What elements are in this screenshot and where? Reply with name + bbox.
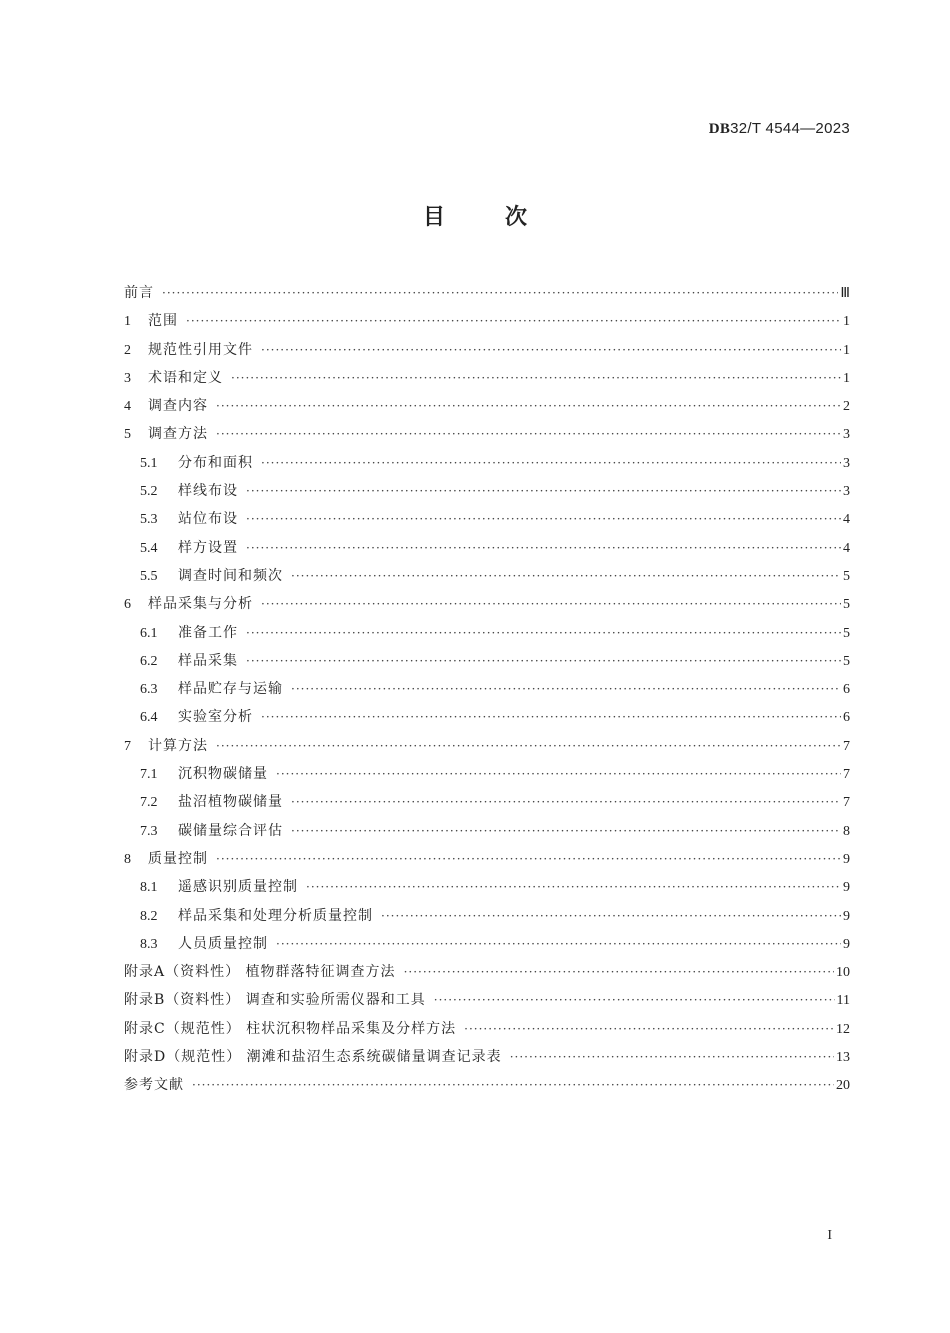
toc-leader-dots (276, 760, 841, 788)
toc-entry-page: 9 (843, 851, 850, 867)
toc-entry-label: 术语和定义 (148, 369, 223, 386)
toc-leader-dots (291, 788, 841, 816)
toc-entry-page: 4 (843, 540, 850, 556)
toc-entry[interactable] (124, 307, 850, 335)
toc-entry-page: 5 (843, 625, 850, 641)
toc-entry-label: 计算方法 (148, 737, 208, 754)
toc-entry-number: 6.2 (140, 653, 158, 669)
toc-entry-label: 分布和面积 (178, 454, 253, 471)
standard-code-prefix: DB (708, 121, 731, 137)
toc-entry-page: 7 (843, 738, 850, 754)
toc-entry-page: 9 (843, 880, 850, 896)
toc-entry-number: 8.3 (140, 936, 158, 952)
toc-entry[interactable] (124, 845, 850, 873)
toc-entry-label: 实验室分析 (178, 709, 253, 726)
toc-entry[interactable] (124, 590, 850, 618)
toc-entry-number: 7 (124, 738, 131, 754)
toc-entry-number: 5.5 (140, 568, 158, 584)
toc-leader-dots (246, 534, 841, 562)
toc-entry[interactable] (124, 732, 850, 760)
toc-leader-dots (306, 873, 841, 901)
toc-entry-page: 3 (843, 484, 850, 500)
toc-leader-dots (186, 307, 841, 335)
toc-entry-page: 2 (843, 399, 850, 415)
toc-entry-page: 10 (836, 965, 850, 981)
toc-entry-label: 样品采集和处理分析质量控制 (178, 907, 373, 924)
toc-entry[interactable] (124, 562, 850, 590)
toc-entry[interactable] (124, 619, 850, 647)
toc-entry[interactable] (124, 420, 850, 448)
toc-entry-label: 规范性引用文件 (148, 341, 253, 358)
toc-entry-label: 范围 (148, 313, 178, 330)
toc-leader-dots (381, 902, 841, 930)
toc-entry[interactable] (124, 449, 850, 477)
toc-leader-dots (216, 420, 841, 448)
toc-entry-page: 3 (843, 455, 850, 471)
toc-leader-dots (216, 732, 841, 760)
toc-entry-label: 样品采集与分析 (148, 596, 253, 613)
toc-entry-page: 13 (836, 1050, 850, 1066)
toc-entry-number: 5 (124, 427, 131, 443)
toc-leader-dots (246, 505, 841, 533)
standard-code-number: 32/T 4544—2023 (730, 120, 850, 137)
toc-leader-dots (291, 562, 841, 590)
toc-entry-page: 1 (843, 370, 850, 386)
toc-entry-number: 4 (124, 399, 131, 415)
toc-entry-number: 5.3 (140, 512, 158, 528)
toc-entry[interactable] (124, 703, 850, 731)
toc-entry-number: 7.3 (140, 823, 158, 839)
toc-entry-label: 附录B（资料性） 调查和实验所需仪器和工具 (124, 992, 426, 1009)
toc-entry-number: 6.3 (140, 682, 158, 698)
toc-entry-page: 5 (843, 653, 850, 669)
toc-entry-page: 5 (843, 568, 850, 584)
toc-entry[interactable] (124, 505, 850, 533)
toc-entry[interactable] (124, 336, 850, 364)
toc-entry-page: 8 (843, 823, 850, 839)
toc-entry-number: 6.1 (140, 625, 158, 641)
toc-entry-number: 2 (124, 342, 131, 358)
toc-entry-label: 调查时间和频次 (178, 567, 283, 584)
toc-entry-label: 碳储量综合评估 (178, 822, 283, 839)
toc-entry-page: 6 (843, 682, 850, 698)
toc-entry-label: 调查方法 (148, 426, 208, 443)
toc-leader-dots (291, 817, 841, 845)
toc-entry[interactable] (124, 675, 850, 703)
toc-entry-number: 3 (124, 370, 131, 386)
toc-entry[interactable] (124, 1071, 850, 1099)
toc-entry[interactable] (124, 760, 850, 788)
toc-entry-page: 7 (843, 767, 850, 783)
toc-entry[interactable] (124, 647, 850, 675)
toc-entry[interactable] (124, 279, 850, 307)
toc-entry-label: 前言 (124, 285, 154, 301)
toc-entry-number: 6 (124, 597, 131, 613)
toc-leader-dots (246, 647, 841, 675)
toc-entry-number: 8 (124, 851, 131, 867)
toc-leader-dots (510, 1043, 834, 1071)
toc-entry-page: 1 (843, 314, 850, 330)
toc-entry[interactable] (124, 873, 850, 901)
toc-entry-label: 遥感识别质量控制 (178, 879, 298, 896)
toc-leader-dots (216, 392, 841, 420)
toc-entry-label: 样线布设 (178, 483, 238, 500)
toc-entry-page: Ⅲ (840, 286, 850, 301)
toc-entry-label: 站位布设 (178, 511, 238, 528)
toc-entry-page: 20 (836, 1078, 850, 1094)
toc-leader-dots (261, 703, 841, 731)
toc-entry-label: 沉积物碳储量 (178, 766, 268, 783)
toc-entry-label: 样品采集 (178, 652, 238, 669)
toc-entry-page: 4 (843, 512, 850, 528)
toc-entry-number: 7.2 (140, 795, 158, 811)
toc-leader-dots (434, 986, 835, 1014)
toc-leader-dots (276, 930, 841, 958)
toc-entry[interactable] (124, 788, 850, 816)
toc-entry-label: 样品贮存与运输 (178, 681, 283, 698)
toc-entry[interactable] (124, 477, 850, 505)
toc-entry[interactable] (124, 817, 850, 845)
toc-entry[interactable] (124, 534, 850, 562)
toc-entry-number: 5.2 (140, 484, 158, 500)
toc-entry[interactable] (124, 1043, 850, 1071)
toc-leader-dots (261, 336, 841, 364)
toc-entry-number: 7.1 (140, 767, 158, 783)
toc-entry-label: 附录A（资料性） 植物群落特征调查方法 (124, 964, 396, 981)
toc-entry[interactable] (124, 930, 850, 958)
toc-entry-label: 附录D（规范性） 潮滩和盐沼生态系统碳储量调查记录表 (124, 1049, 502, 1066)
toc-entry[interactable] (124, 364, 850, 392)
toc-entry-label: 参考文献 (124, 1077, 184, 1094)
page-number: I (827, 1228, 832, 1243)
table-of-contents (124, 279, 850, 1100)
toc-leader-dots (261, 590, 841, 618)
toc-entry-page: 12 (836, 1021, 850, 1037)
toc-leader-dots (246, 619, 841, 647)
toc-leader-dots (231, 364, 841, 392)
toc-entry-number: 5.4 (140, 540, 158, 556)
toc-entry-page: 6 (843, 710, 850, 726)
toc-entry[interactable] (124, 392, 850, 420)
toc-entry-number: 8.2 (140, 908, 158, 924)
toc-entry-page: 5 (843, 597, 850, 613)
toc-leader-dots (192, 1071, 834, 1099)
toc-entry-page: 1 (843, 342, 850, 358)
toc-leader-dots (162, 279, 838, 307)
toc-entry[interactable] (124, 986, 850, 1014)
toc-entry[interactable] (124, 958, 850, 986)
toc-entry-label: 样方设置 (178, 539, 238, 556)
toc-entry-page: 11 (836, 993, 850, 1009)
toc-leader-dots (464, 1015, 834, 1043)
toc-entry-page: 7 (843, 795, 850, 811)
toc-entry-number: 5.1 (140, 455, 158, 471)
standard-code (709, 120, 850, 138)
toc-entry-label: 质量控制 (148, 850, 208, 867)
toc-entry[interactable] (124, 902, 850, 930)
toc-entry-label: 准备工作 (178, 624, 238, 641)
toc-leader-dots (404, 958, 834, 986)
toc-entry-page: 3 (843, 427, 850, 443)
toc-leader-dots (291, 675, 841, 703)
page-title: 目次 (422, 205, 587, 230)
toc-entry-number: 6.4 (140, 710, 158, 726)
toc-entry-label: 调查内容 (148, 398, 208, 415)
toc-entry-label: 附录C（规范性） 柱状沉积物样品采集及分样方法 (124, 1020, 457, 1037)
toc-entry-number: 1 (124, 314, 131, 330)
toc-entry-number: 8.1 (140, 880, 158, 896)
toc-entry-label: 人员质量控制 (178, 935, 268, 952)
toc-entry[interactable] (124, 1015, 850, 1043)
toc-leader-dots (216, 845, 841, 873)
toc-leader-dots (246, 477, 841, 505)
toc-entry-page: 9 (843, 908, 850, 924)
toc-entry-label: 盐沼植物碳储量 (178, 794, 283, 811)
toc-leader-dots (261, 449, 841, 477)
toc-entry-page: 9 (843, 936, 850, 952)
